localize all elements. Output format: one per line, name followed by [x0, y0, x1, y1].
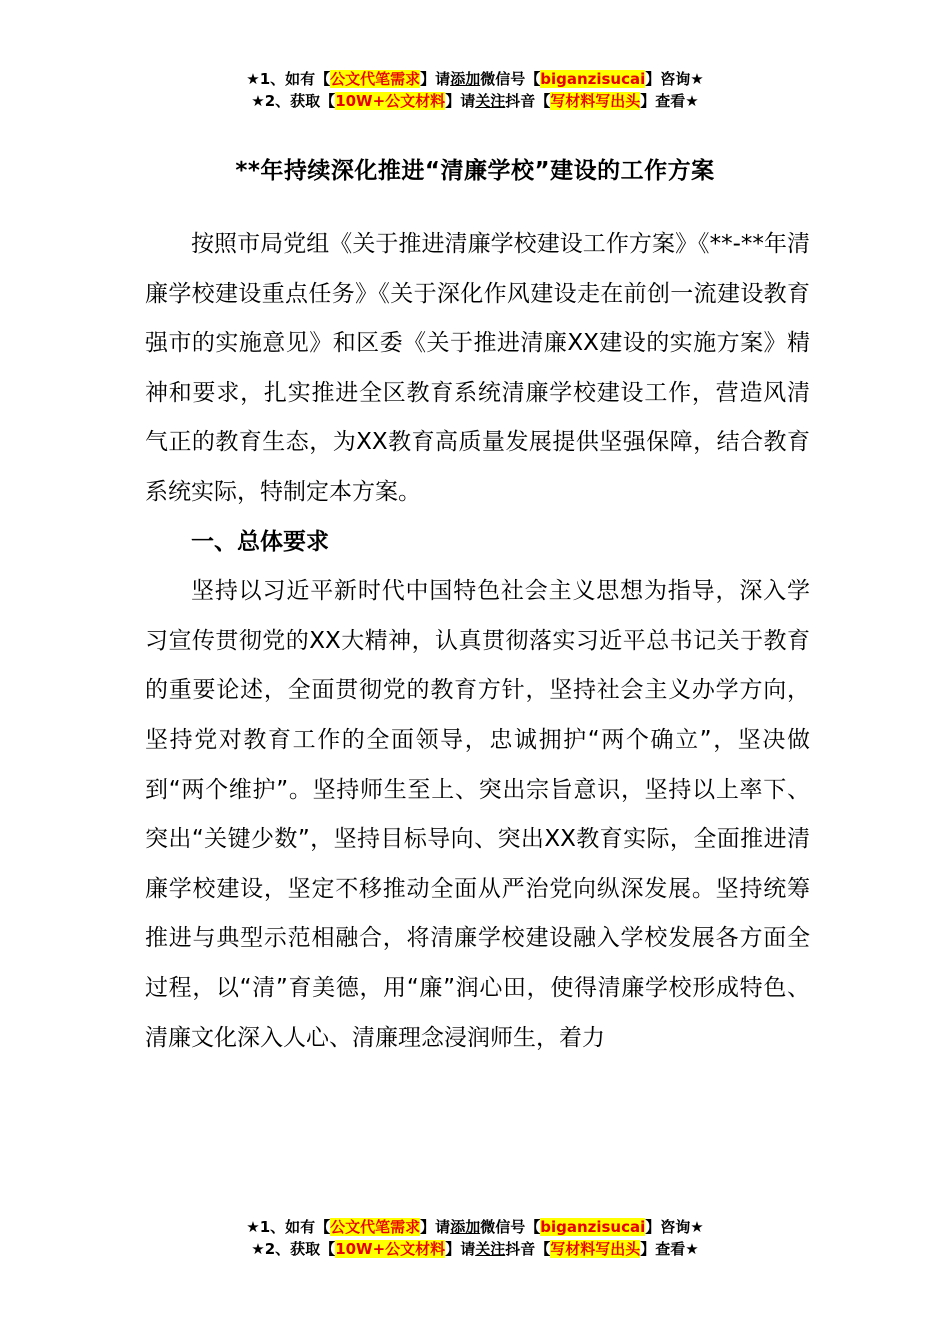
promo-highlight: 10W+公文材料: [335, 1240, 446, 1258]
promo-highlight: 10W+公文材料: [335, 92, 446, 110]
promo-highlight: 写材料写出头: [550, 1240, 641, 1258]
promo-highlight: 写材料写出头: [550, 92, 641, 110]
section-heading: 一、总体要求: [191, 528, 329, 555]
intro-paragraph: 按照市局党组《关于推进清廉学校建设工作方案》《**-**年清廉学校建设重点任务》《关于深化作风建设走在前创一流建设教育强市的实施意见》和区委《关于推进清廉XX建设的实施方案》精神和要求，扎实推进全区教育系统清廉学校建设工作，营造风清气正的教育生态，为XX教育高质量发展提供坚强保障，结合教育系统实际，特制定本方案。: [145, 231, 810, 505]
promo-highlight: 公文代笔需求: [330, 70, 421, 88]
promo-banner-top: [0, 68, 950, 112]
section-paragraph: 坚持以习近平新时代中国特色社会主义思想为指导，深入学习宣传贯彻党的XX大精神，认真贯彻落实习近平总书记关于教育的重要论述，全面贯彻党的教育方针，坚持社会主义办学方向，坚持党对教育工作的全面领导，忠诚拥护“两个确立”，坚决做到“两个维护”。坚持师生至上、突出宗旨意识，坚持以上率下、突出“关键少数”，坚持目标导向、突出XX教育实际，全面推进清廉学校建设，坚定不移推动全面从严治党向纵深发展。坚持统筹推进与典型示范相融合，将清廉学校建设融入学校发展各方面全过程，以“清”育美德，用“廉”润心田，使得清廉学校形成特色、清廉文化深入人心、清廉理念浸润师生，着力: [145, 578, 810, 1051]
promo-banner-bottom: [0, 1216, 950, 1260]
promo-line-1: ★1、如有【公文代笔需求】请添加微信号【biganzisucai】咨询★: [246, 1218, 704, 1236]
promo-line-2: ★2、获取【10W+公文材料】请关注抖音【写材料写出头】查看★: [251, 1240, 699, 1258]
promo-highlight: 公文代笔需求: [330, 1218, 421, 1236]
promo-line-2: ★2、获取【10W+公文材料】请关注抖音【写材料写出头】查看★: [251, 92, 699, 110]
promo-highlight: biganzisucai: [540, 70, 646, 88]
document-title: **年持续深化推进“清廉学校”建设的工作方案: [235, 158, 715, 184]
document-body: [145, 220, 810, 1063]
promo-line-1: ★1、如有【公文代笔需求】请添加微信号【biganzisucai】咨询★: [246, 70, 704, 88]
promo-highlight: biganzisucai: [540, 1218, 646, 1236]
